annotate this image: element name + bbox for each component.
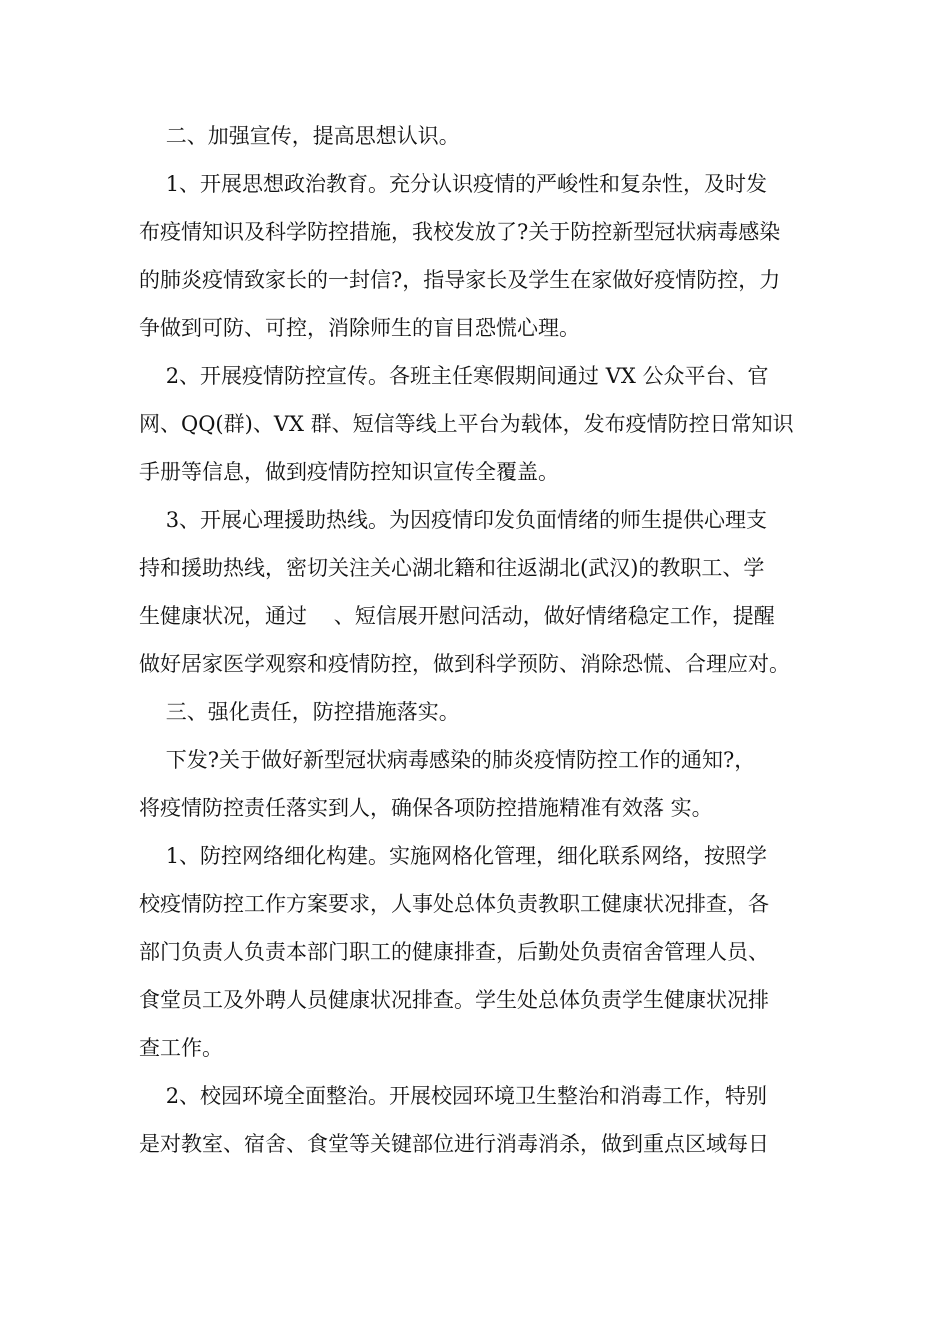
text-line: 食堂员工及外聘人员健康状况排查。学生处总体负责学生健康状况排 [139,988,769,1012]
text-line: 3、开展心理援助热线。为因疫情印发负面情绪的师生提供心理支 [139,508,768,532]
paragraph-prevention-publicity [139,352,819,496]
text-line: 做好居家医学观察和疫情防控，做到科学预防、消除恐慌、合理应对。 [139,652,790,676]
text-line: 2、开展疫情防控宣传。各班主任寒假期间通过 VX 公众平台、官 [139,364,769,388]
paragraph-campus-environment [139,1072,819,1168]
text-line: 下发?关于做好新型冠状病毒感染的肺炎疫情防控工作的通知?， [139,748,756,772]
text-line: 网、QQ(群)、VX 群、短信等线上平台为载体，发布疫情防控日常知识 [139,412,794,436]
paragraph-network-construction [139,832,819,1072]
text-line: 生健康状况，通过 、短信展开慰问活动，做好情绪稳定工作，提醒 [139,604,775,628]
paragraph-psychological-hotline [139,496,819,688]
text-line: 的肺炎疫情致家长的一封信?，指导家长及学生在家做好疫情防控，力 [139,268,781,292]
text-line: 查工作。 [139,1036,223,1060]
text-line: 是对教室、宿舍、食堂等关键部位进行消毒消杀，做到重点区域每日 [139,1132,769,1156]
text-line: 将疫情防控责任落实到人，确保各项防控措施精准有效落 实。 [139,796,713,820]
text-line: 校疫情防控工作方案要求，人事处总体负责教职工健康状况排查，各 [139,892,769,916]
paragraph-notice-issued [139,736,819,832]
paragraph-thought-education [139,160,819,352]
text-line: 1、开展思想政治教育。充分认识疫情的严峻性和复杂性，及时发 [139,172,768,196]
section-heading-2 [139,112,819,160]
text-line: 布疫情知识及科学防控措施，我校发放了?关于防控新型冠状病毒感染 [139,220,781,244]
text-line: 持和援助热线，密切关注关心湖北籍和往返湖北(武汉)的教职工、学 [139,556,765,580]
text-line: 1、防控网络细化构建。实施网格化管理，细化联系网络，按照学 [139,844,768,868]
text-line: 争做到可防、可控，消除师生的盲目恐慌心理。 [139,316,580,340]
text-line: 三、强化责任，防控措施落实。 [139,700,460,724]
text-line: 部门负责人负责本部门职工的健康排查，后勤处负责宿舍管理人员、 [139,940,769,964]
text-line: 2、校园环境全面整治。开展校园环境卫生整治和消毒工作，特别 [139,1084,768,1108]
text-line: 手册等信息，做到疫情防控知识宣传全覆盖。 [139,460,559,484]
text-line: 二、加强宣传，提高思想认识。 [139,124,460,148]
section-heading-3 [139,688,819,736]
document-body [139,112,819,1168]
